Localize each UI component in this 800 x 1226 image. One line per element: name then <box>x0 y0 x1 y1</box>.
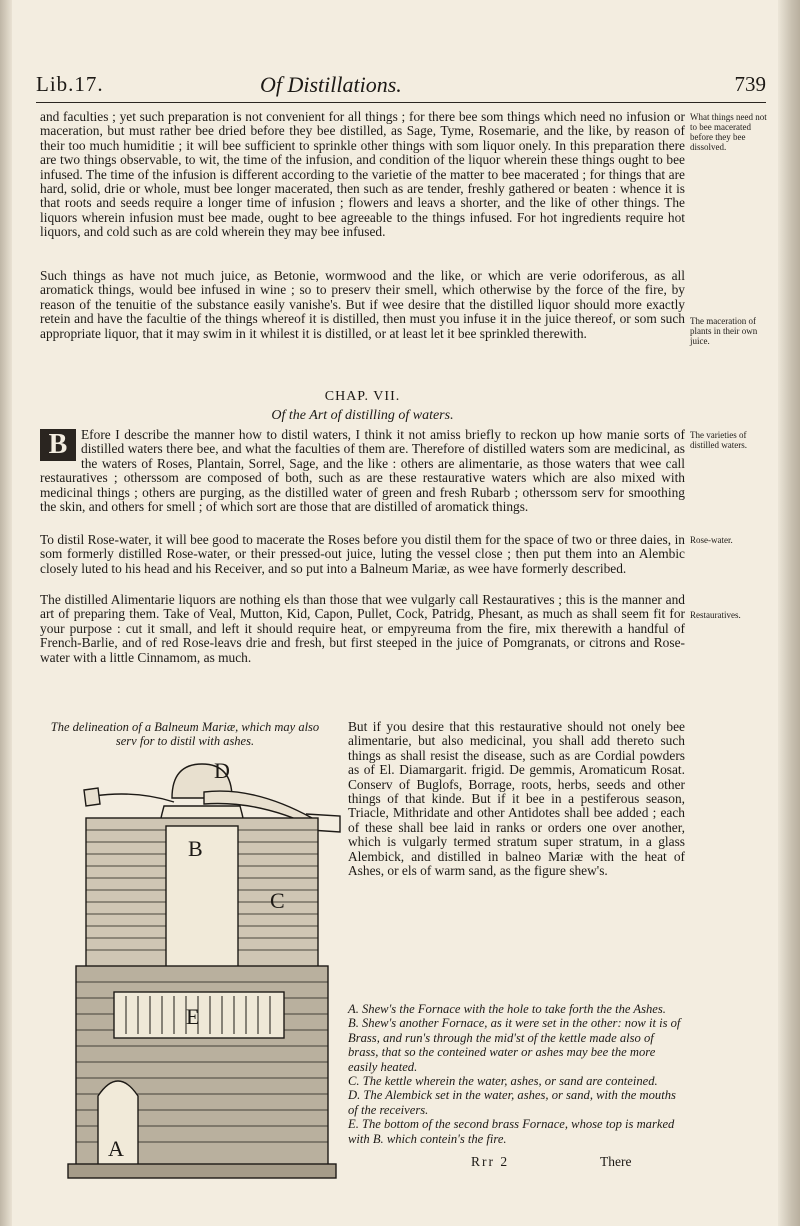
paragraph-medicinal: But if you desire that this restaurative should not onely bee alimentarie, but also medicinal, you shall add thereto such things as shall resist the disease, such as are Cordial powders as of El. Diamargarit. frigid. De gemmis, Aromaticum Rosat. Conserv of Buglofs, Borrage, roots, herbs, seeds and other things of that kinde. But if it bee in a pestiferous season, Triacle, Mithridate and other Antidotes shall bee added ; each of these shall bee laid in ranks or orders one over another, which is vulgarly termed stratum super stratum, in a glass Alembick, and distilled in balneo Mariæ with the heat of Ashes, or els of warm sand, as the figure shew's. <box>348 719 685 879</box>
left-beak <box>94 794 174 802</box>
figure-caption: The delineation of a Balneum Mariæ, which may also serv for to distil with ashes. <box>50 720 320 748</box>
figure-label-b: B <box>188 836 203 861</box>
book-number: Lib.17. <box>36 72 104 96</box>
figure-label-d: D <box>214 758 230 783</box>
margin-note-varieties: The varieties of distilled waters. <box>690 430 747 450</box>
figure-label-a: A <box>108 1136 124 1161</box>
chapter-subtitle: Of the Art of distilling of waters. <box>271 408 454 423</box>
paragraph-varieties <box>40 428 685 514</box>
figure-label-e: E <box>186 1004 200 1029</box>
running-title: Of Distillations. <box>260 72 402 97</box>
figure-label-c: C <box>270 888 285 913</box>
paragraph-varieties-text: Efore I describe the manner how to distil waters, I think it not amiss briefly to reckon up how manie sorts of distilled waters there bee, and what the faculties of them are. Therefore of distilled waters som are medicinal, as the waters of Roses, Plantain, Sorrel, Sage, and the like : others are alimentarie, as those waters that wee call restauratives ; otherssom are composed of both, such as are these restaurative waters which are also mixed with medicinal things ; others are purging, as the distilled water of green and fresh Rubarb ; otherssom serv for smoothing the skin, and others for smell ; of which sort are those that are distilled of aromatick things. <box>40 427 685 515</box>
paragraph-preparation: and faculties ; yet such preparation is not convenient for all things ; for there bee som things which need no infusion or maceration, but must rather bee dried before they bee distilled, as Sage, Tyme, Rosemarie, and the like, by reason of their too much humiditie ; it will bee sufficient to sprinkle other things with som liquor onely. In this preparation there are two things observable, to wit, the time of the infusion, and condition of the liquor wherein these things ought to bee infused. The time of the infusion is different according to the varietie of the matter to bee macerated ; for things that are hard, solid, drie or whole, must bee longer macerated, then such as are tender, freshly gathered or beaten : whence it is that roots and seeds require a longer time of infusion ; flowers and leavs a shorter, and the like of other things. The liquors wherein infusion must bee made, ought to bee agreeable to the things infused. For hot ingredients require hot liquors, and cold such as are cold wherein they may bee infused. <box>40 109 685 240</box>
figure-legend <box>348 1002 685 1146</box>
signature-mark: Rrr 2 <box>471 1154 510 1169</box>
running-header <box>36 72 766 100</box>
header-rule <box>36 102 766 103</box>
margin-note-juice: The maceration of plants in their own juice. <box>690 316 758 346</box>
chapter-heading: CHAP. VII. <box>324 389 401 404</box>
drop-cap: B <box>40 429 76 461</box>
paragraph-juice: Such things as have not much juice, as Betonie, wormwood and the like, or which are verie odoriferous, as all aromatick things, would bee infused in wine ; so to preserv their smell, which otherwise by the force of the fire, by reason of the tenuitie of the substance easily vanishe's. But if wee desire that the distilled liquor should more exactly retein and have the facultie of the things whereof it is distilled, then must you infuse it in the juice thereof, or som such appropriate liquor, that it may swim in it whilest it is distilled, or at least let it bee sprinkled therewith. <box>40 268 685 341</box>
margin-note-rose-water: Rose-water. <box>690 535 733 545</box>
balneum-mariae-figure <box>54 756 350 1206</box>
legend-item-d: D. The Alembick set in the water, ashes, or sand, with the mouths of the receivers. <box>348 1088 676 1117</box>
page-number: 739 <box>734 72 766 96</box>
page-gutter <box>0 0 12 1226</box>
paragraph-restauratives: The distilled Alimentarie liquors are nothing els than those that wee vulgarly call Restauratives ; this is the manner and art of preparing them. Take of Veal, Mutton, Kid, Capon, Pullet, Cock, Patridg, Phesant, as much as shall seem fit for your purpose : cut it small, and left it should require heat, or empyreuma from the fire, mix therewith a handful of French-Barlie, and of red Rose-leavs drie and fresh, but first steeped in the juice of Pomgranats, or citrons and Rose-water with a little Cinnamom, as much. <box>40 592 685 665</box>
furnace-plinth <box>68 1164 336 1178</box>
legend-item-e: E. The bottom of the second brass Fornace, whose top is marked with B. which contein's the fire. <box>348 1117 675 1146</box>
left-receiver <box>84 788 100 806</box>
ash-hole <box>98 1081 138 1176</box>
catchword: There <box>600 1154 632 1169</box>
paragraph-rose-water: To distil Rose-water, it will bee good to macerate the Roses before you distil them for the space of two or three daies, in som formerly distilled Rose-water, or their pressed-out juice, luting the vessel close ; then put them into an Alembic closely luted to his head and his Receiver, and so put into a Balneum Mariæ, as wee have formerly described. <box>40 532 685 576</box>
legend-item-a: A. Shew's the Fornace with the hole to take forth the the Ashes. <box>348 1002 666 1016</box>
margin-note-restauratives: Restauratives. <box>690 610 741 620</box>
legend-item-c: C. The kettle wherein the water, ashes, or sand are conteined. <box>348 1074 658 1089</box>
legend-item-b: B. Shew's another Fornace, as it were set in the other: now it is of Brass, and run's through the mid'st of the kettle made also of brass, that so the conteined water or ashes may bee the more easily heated. <box>348 1016 681 1074</box>
margin-note-maceration: What things need not to bee macerated before they bee dissolved. <box>690 112 767 152</box>
page-edge <box>778 0 800 1226</box>
